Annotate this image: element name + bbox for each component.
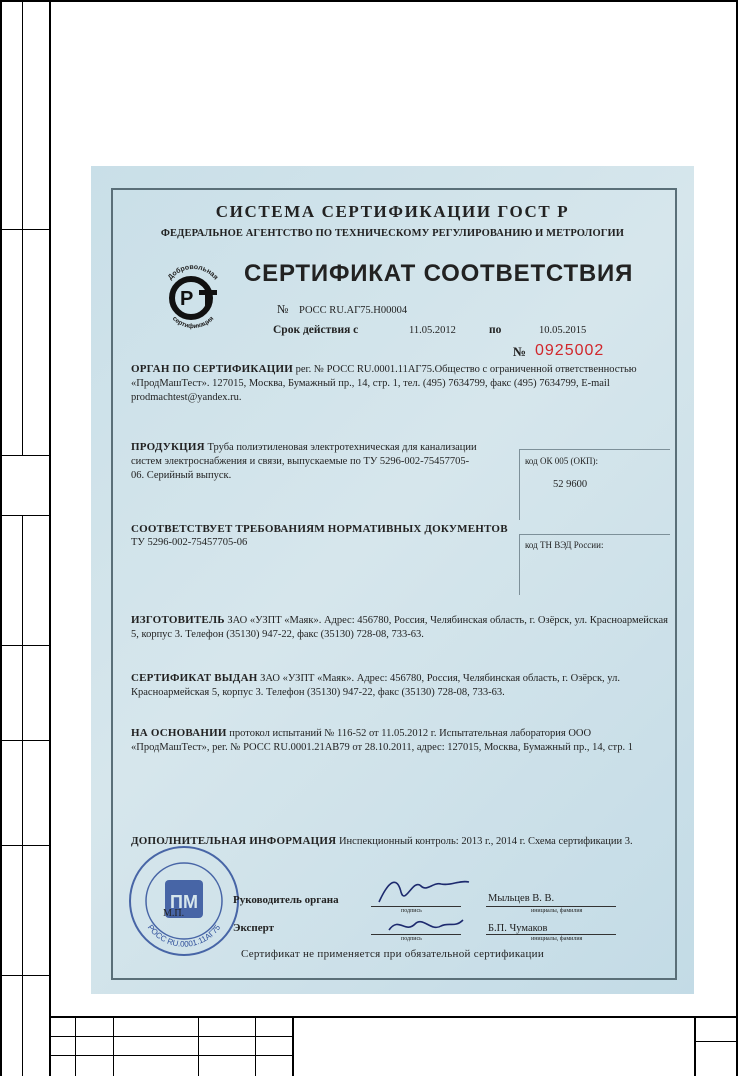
- product-label: ПРОДУКЦИЯ: [131, 441, 205, 453]
- mp-label: М.П.: [163, 908, 185, 919]
- compliance-text: ТУ 5296-002-75457705-06: [131, 537, 248, 548]
- system-title: СИСТЕМА СЕРТИФИКАЦИИ ГОСТ Р: [215, 202, 570, 221]
- expert-name: Б.П. Чумаков: [488, 923, 548, 934]
- footer-text: Сертификат не применяется при обязательной сертификации: [240, 948, 545, 960]
- svg-text:ПМ: ПМ: [170, 892, 198, 912]
- svg-text:P: P: [180, 288, 194, 310]
- expert-signature: [385, 912, 465, 938]
- gost-logo: [153, 260, 233, 334]
- issued-text: ЗАО «УЗПТ «Маяк». Адрес: 456780, Россия, Челябинская область, г. Озёрск, ул. Красноармейская 5, корпус 3. Телефон (35130) 947-22, факс (35130) 728-08, 733-63.: [131, 673, 620, 698]
- head-label: Руководитель органа: [233, 894, 339, 906]
- product-text: Труба полиэтиленовая электротехническая для канализации систем электроснабжения и связи, выпускаемые по ТУ 5296-002-75457705-06. Серийный выпуск.: [131, 442, 477, 481]
- valid-to-label: по: [489, 324, 502, 336]
- main-title: СЕРТИФИКАТ СООТВЕТСТВИЯ: [244, 260, 634, 287]
- issued-section: [131, 671, 671, 700]
- head-name: Мыльцев В. В.: [488, 893, 555, 904]
- issued-label: СЕРТИФИКАТ ВЫДАН: [131, 672, 258, 684]
- svg-text:РОСС RU.0001.11АГ75: РОСС RU.0001.11АГ75: [145, 923, 223, 949]
- head-signature-caption: подпись: [401, 908, 422, 914]
- valid-from: 11.05.2012: [409, 325, 456, 336]
- basis-text: протокол испытаний № 116-52 от 11.05.2012 г. Испытательная лаборатория ООО «ПродМашТест», рег. № РОСС RU.0001.21АВ79 от 28.10.2011, адрес: 127015, Москва, Бумажный пр., 14, стр. 1: [131, 728, 633, 753]
- basis-label: НА ОСНОВАНИИ: [131, 727, 227, 739]
- certificate-number: РОСС RU.АГ75.H00004: [299, 305, 408, 316]
- validity-label: Срок действия с: [273, 324, 359, 336]
- svg-text:сертификация: сертификация: [170, 315, 216, 331]
- additional-label: ДОПОЛНИТЕЛЬНАЯ ИНФОРМАЦИЯ: [131, 835, 337, 847]
- expert-label: Эксперт: [233, 922, 275, 934]
- product-section: [131, 440, 481, 483]
- tnved-label: код ТН ВЭД России:: [525, 540, 604, 550]
- certification-body-label: ОРГАН ПО СЕРТИФИКАЦИИ: [131, 363, 294, 375]
- ok-code-label: код ОК 005 (ОКП):: [525, 456, 598, 466]
- ok-code-value: 52 9600: [553, 479, 588, 490]
- expert-name-line: [486, 934, 616, 935]
- additional-text: Инспекционный контроль: 2013 г., 2014 г. Схема сертификации 3.: [338, 836, 633, 847]
- number-prefix: №: [277, 302, 289, 316]
- compliance-label: СООТВЕТСТВУЕТ ТРЕБОВАНИЯМ НОРМАТИВНЫХ ДОКУМЕНТОВ: [131, 523, 508, 535]
- basis-section: [131, 726, 671, 755]
- head-name-line: [486, 906, 616, 907]
- expert-signature-caption: подпись: [401, 936, 422, 942]
- head-name-caption: инициалы, фамилия: [531, 908, 583, 914]
- form-number: 0925002: [535, 342, 605, 359]
- manufacturer-label: ИЗГОТОВИТЕЛЬ: [131, 614, 225, 626]
- valid-to: 10.05.2015: [539, 325, 587, 336]
- agency-title: ФЕДЕРАЛЬНОЕ АГЕНТСТВО ПО ТЕХНИЧЕСКОМУ РЕГУЛИРОВАНИЮ И МЕТРОЛОГИИ: [160, 228, 625, 239]
- head-signature: [375, 872, 471, 908]
- organization-stamp: [125, 842, 243, 960]
- manufacturer-text: ЗАО «УЗПТ «Маяк». Адрес: 456780, Россия, Челябинская область, г. Озёрск, ул. Красноармейская 5, корпус 3. Телефон (35130) 947-22, факс (35130) 728-08, 733-63.: [131, 615, 668, 640]
- expert-name-caption: инициалы, фамилия: [531, 936, 583, 942]
- manufacturer-section: [131, 613, 671, 642]
- certificate-scan: [91, 166, 694, 994]
- certification-body-section: [131, 362, 661, 405]
- svg-text:Добровольная: Добровольная: [166, 263, 220, 282]
- form-number-prefix: №: [513, 344, 527, 359]
- certification-body-text: рег. № РОСС RU.0001.11АГ75.Общество с ограниченной ответственностью «ПродМашТест». 127015, Москва, Бумажный пр., 14, стр. 1, тел. (495) 7634799, факс (495) 7634799, E-mail prodmachtest@yandex.ru.: [131, 364, 637, 403]
